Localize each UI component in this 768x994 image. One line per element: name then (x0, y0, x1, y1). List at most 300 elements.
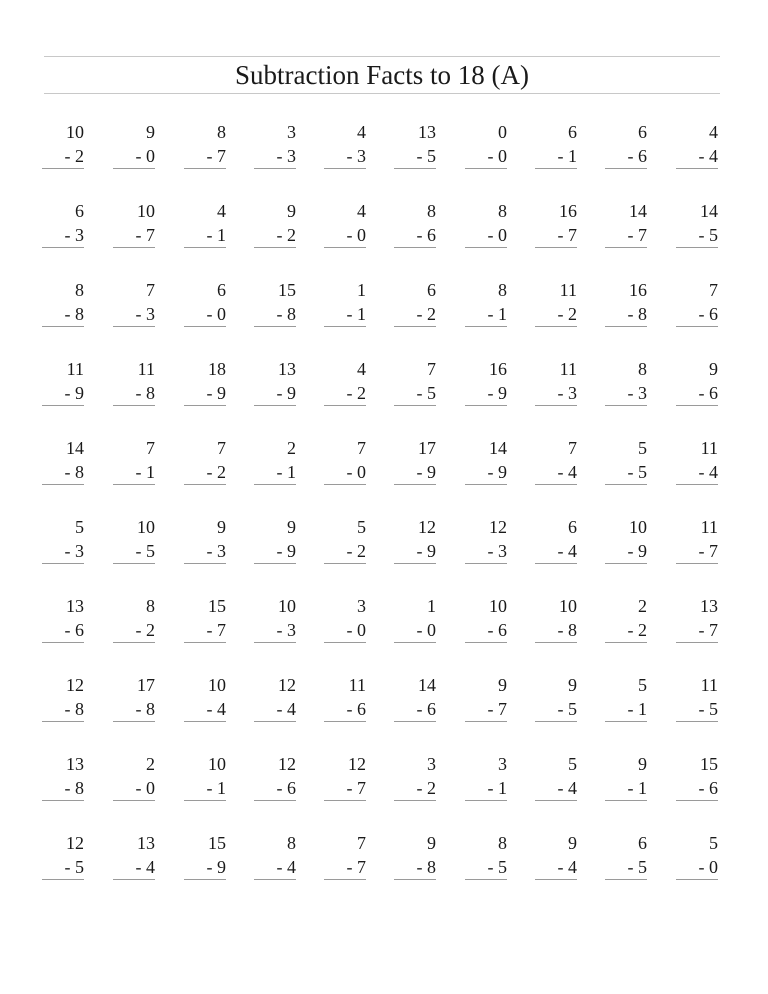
subtrahend: - 5 (135, 541, 155, 561)
minuend: 6 (75, 201, 84, 221)
subtraction-problem (184, 120, 226, 168)
minuend: 5 (638, 438, 647, 458)
answer-line (535, 405, 577, 406)
answer-line (676, 247, 718, 248)
answer-line (394, 563, 436, 564)
subtrahend: - 1 (276, 462, 296, 482)
answer-line (605, 247, 647, 248)
minuend: 15 (208, 833, 226, 853)
minuend: 4 (357, 201, 366, 221)
minuend: 5 (75, 517, 84, 537)
subtrahend: - 8 (135, 699, 155, 719)
answer-line (254, 721, 296, 722)
answer-line (113, 800, 155, 801)
answer-line (42, 563, 84, 564)
answer-line (535, 247, 577, 248)
subtraction-problem (324, 594, 366, 642)
answer-line (605, 642, 647, 643)
answer-line (394, 247, 436, 248)
subtraction-problem (184, 673, 226, 721)
subtraction-problem (324, 278, 366, 326)
minuend: 13 (278, 359, 296, 379)
answer-line (254, 326, 296, 327)
minuend: 14 (418, 675, 436, 695)
subtraction-problem (535, 752, 577, 800)
minuend: 2 (287, 438, 296, 458)
subtrahend: - 3 (206, 541, 226, 561)
minuend: 11 (559, 280, 577, 300)
answer-line (113, 484, 155, 485)
answer-line (42, 326, 84, 327)
minuend: 10 (137, 201, 155, 221)
subtraction-problem (254, 752, 296, 800)
minuend: 9 (287, 517, 296, 537)
subtraction-problem (254, 436, 296, 484)
minuend: 14 (700, 201, 718, 221)
subtrahend: - 3 (64, 541, 84, 561)
answer-line (676, 484, 718, 485)
answer-line (535, 484, 577, 485)
subtraction-problem (184, 199, 226, 247)
answer-line (605, 168, 647, 169)
answer-line (605, 405, 647, 406)
answer-line (676, 405, 718, 406)
subtrahend: - 1 (346, 304, 366, 324)
subtraction-problem (324, 357, 366, 405)
subtraction-problem (113, 199, 155, 247)
answer-line (324, 721, 366, 722)
subtrahend: - 1 (206, 225, 226, 245)
answer-line (184, 168, 226, 169)
minuend: 10 (629, 517, 647, 537)
minuend: 11 (700, 517, 718, 537)
answer-line (394, 642, 436, 643)
minuend: 3 (357, 596, 366, 616)
subtraction-problem (535, 357, 577, 405)
minuend: 13 (66, 596, 84, 616)
minuend: 5 (709, 833, 718, 853)
answer-line (42, 642, 84, 643)
answer-line (676, 800, 718, 801)
subtraction-problem (535, 199, 577, 247)
subtrahend: - 2 (346, 383, 366, 403)
answer-line (324, 642, 366, 643)
subtrahend: - 6 (346, 699, 366, 719)
subtraction-problem (535, 515, 577, 563)
answer-line (254, 563, 296, 564)
subtraction-problem (42, 831, 84, 879)
problem-row (44, 594, 720, 673)
minuend: 8 (498, 280, 507, 300)
subtrahend: - 7 (557, 225, 577, 245)
subtrahend: - 2 (416, 778, 436, 798)
subtraction-problem (535, 594, 577, 642)
answer-line (42, 721, 84, 722)
subtraction-problem (676, 515, 718, 563)
subtrahend: - 3 (276, 146, 296, 166)
answer-line (465, 247, 507, 248)
subtrahend: - 8 (276, 304, 296, 324)
minuend: 17 (418, 438, 436, 458)
subtraction-problem (254, 515, 296, 563)
answer-line (465, 879, 507, 880)
subtrahend: - 3 (557, 383, 577, 403)
problem-row (44, 831, 720, 910)
subtraction-problem (113, 436, 155, 484)
subtraction-problem (42, 278, 84, 326)
subtraction-problem (42, 120, 84, 168)
subtraction-problem (324, 436, 366, 484)
minuend: 9 (146, 122, 155, 142)
subtrahend: - 7 (698, 541, 718, 561)
minuend: 12 (278, 754, 296, 774)
subtraction-problem (676, 436, 718, 484)
minuend: 17 (137, 675, 155, 695)
subtraction-problem (324, 752, 366, 800)
title-top-rule (44, 56, 720, 57)
subtraction-problem (184, 357, 226, 405)
minuend: 10 (489, 596, 507, 616)
subtraction-problem (324, 673, 366, 721)
answer-line (254, 168, 296, 169)
answer-line (113, 168, 155, 169)
subtrahend: - 3 (627, 383, 647, 403)
answer-line (605, 879, 647, 880)
subtrahend: - 8 (64, 304, 84, 324)
subtrahend: - 0 (206, 304, 226, 324)
answer-line (184, 563, 226, 564)
answer-line (324, 879, 366, 880)
subtraction-problem (113, 357, 155, 405)
minuend: 9 (427, 833, 436, 853)
minuend: 10 (559, 596, 577, 616)
minuend: 7 (709, 280, 718, 300)
minuend: 1 (427, 596, 436, 616)
subtrahend: - 5 (627, 857, 647, 877)
answer-line (184, 484, 226, 485)
subtraction-problem (113, 515, 155, 563)
minuend: 7 (146, 438, 155, 458)
answer-line (113, 563, 155, 564)
subtraction-problem (394, 594, 436, 642)
subtrahend: - 9 (206, 383, 226, 403)
subtrahend: - 0 (135, 146, 155, 166)
subtrahend: - 1 (206, 778, 226, 798)
subtrahend: - 0 (416, 620, 436, 640)
subtraction-problem (113, 673, 155, 721)
answer-line (465, 168, 507, 169)
subtraction-problem (394, 515, 436, 563)
answer-line (676, 879, 718, 880)
subtrahend: - 5 (698, 225, 718, 245)
minuend: 14 (489, 438, 507, 458)
answer-line (42, 484, 84, 485)
answer-line (184, 405, 226, 406)
minuend: 11 (700, 438, 718, 458)
subtrahend: - 8 (557, 620, 577, 640)
subtrahend: - 4 (557, 778, 577, 798)
subtrahend: - 5 (698, 699, 718, 719)
subtrahend: - 5 (557, 699, 577, 719)
answer-line (465, 405, 507, 406)
minuend: 9 (709, 359, 718, 379)
subtraction-problem (42, 436, 84, 484)
answer-line (184, 800, 226, 801)
subtraction-problem (324, 831, 366, 879)
subtraction-problem (113, 120, 155, 168)
minuend: 12 (66, 675, 84, 695)
minuend: 12 (66, 833, 84, 853)
subtrahend: - 2 (135, 620, 155, 640)
minuend: 9 (287, 201, 296, 221)
subtrahend: - 4 (557, 857, 577, 877)
minuend: 10 (208, 675, 226, 695)
subtrahend: - 6 (416, 225, 436, 245)
subtraction-problem (394, 199, 436, 247)
problem-row (44, 199, 720, 278)
answer-line (535, 721, 577, 722)
minuend: 11 (137, 359, 155, 379)
subtrahend: - 9 (416, 462, 436, 482)
minuend: 4 (217, 201, 226, 221)
subtrahend: - 3 (487, 541, 507, 561)
minuend: 3 (427, 754, 436, 774)
subtraction-problem (184, 594, 226, 642)
answer-line (184, 879, 226, 880)
subtrahend: - 9 (416, 541, 436, 561)
answer-line (113, 642, 155, 643)
answer-line (254, 247, 296, 248)
answer-line (676, 326, 718, 327)
subtraction-problem (605, 594, 647, 642)
subtraction-problem (605, 515, 647, 563)
answer-line (465, 642, 507, 643)
subtrahend: - 0 (135, 778, 155, 798)
minuend: 8 (217, 122, 226, 142)
minuend: 9 (638, 754, 647, 774)
minuend: 14 (629, 201, 647, 221)
subtrahend: - 7 (135, 225, 155, 245)
answer-line (394, 721, 436, 722)
answer-line (465, 721, 507, 722)
subtraction-problem (465, 831, 507, 879)
subtraction-problem (324, 515, 366, 563)
subtrahend: - 4 (698, 146, 718, 166)
minuend: 7 (146, 280, 155, 300)
subtrahend: - 8 (416, 857, 436, 877)
subtraction-problem (535, 673, 577, 721)
subtraction-problem (465, 594, 507, 642)
minuend: 5 (568, 754, 577, 774)
answer-line (324, 247, 366, 248)
minuend: 12 (489, 517, 507, 537)
minuend: 6 (568, 122, 577, 142)
subtraction-problem (535, 120, 577, 168)
answer-line (254, 800, 296, 801)
answer-line (535, 800, 577, 801)
subtraction-problem (465, 278, 507, 326)
subtrahend: - 7 (206, 620, 226, 640)
subtraction-problem (42, 673, 84, 721)
answer-line (605, 721, 647, 722)
subtrahend: - 0 (346, 462, 366, 482)
subtrahend: - 4 (557, 541, 577, 561)
minuend: 10 (137, 517, 155, 537)
subtrahend: - 2 (206, 462, 226, 482)
subtraction-problem (42, 357, 84, 405)
minuend: 4 (357, 122, 366, 142)
answer-line (605, 563, 647, 564)
subtraction-problem (676, 357, 718, 405)
minuend: 8 (146, 596, 155, 616)
subtraction-problem (184, 278, 226, 326)
minuend: 6 (568, 517, 577, 537)
answer-line (113, 879, 155, 880)
subtraction-problem (605, 278, 647, 326)
subtraction-problem (535, 831, 577, 879)
subtraction-problem (676, 831, 718, 879)
subtrahend: - 8 (135, 383, 155, 403)
subtraction-problem (535, 436, 577, 484)
subtrahend: - 6 (627, 146, 647, 166)
minuend: 9 (568, 833, 577, 853)
subtraction-problem (113, 278, 155, 326)
subtraction-problem (184, 831, 226, 879)
minuend: 7 (427, 359, 436, 379)
subtraction-problem (184, 436, 226, 484)
minuend: 4 (357, 359, 366, 379)
subtraction-problem (184, 752, 226, 800)
subtrahend: - 1 (487, 304, 507, 324)
subtraction-problem (394, 120, 436, 168)
subtrahend: - 1 (135, 462, 155, 482)
subtraction-problem (605, 673, 647, 721)
minuend: 13 (700, 596, 718, 616)
subtrahend: - 0 (346, 225, 366, 245)
minuend: 12 (348, 754, 366, 774)
problem-row (44, 673, 720, 752)
subtrahend: - 0 (487, 146, 507, 166)
answer-line (394, 168, 436, 169)
subtrahend: - 7 (206, 146, 226, 166)
subtraction-problem (394, 357, 436, 405)
minuend: 2 (638, 596, 647, 616)
minuend: 3 (498, 754, 507, 774)
subtrahend: - 3 (64, 225, 84, 245)
subtraction-problem (184, 515, 226, 563)
subtraction-problem (394, 831, 436, 879)
subtraction-problem (113, 831, 155, 879)
subtrahend: - 7 (627, 225, 647, 245)
answer-line (113, 326, 155, 327)
minuend: 9 (568, 675, 577, 695)
minuend: 7 (217, 438, 226, 458)
answer-line (42, 405, 84, 406)
subtrahend: - 9 (206, 857, 226, 877)
minuend: 2 (146, 754, 155, 774)
minuend: 4 (709, 122, 718, 142)
answer-line (324, 563, 366, 564)
answer-line (535, 326, 577, 327)
answer-line (676, 721, 718, 722)
subtraction-problem (676, 120, 718, 168)
answer-line (113, 247, 155, 248)
subtrahend: - 6 (64, 620, 84, 640)
answer-line (394, 484, 436, 485)
subtraction-problem (676, 752, 718, 800)
subtraction-problem (254, 673, 296, 721)
subtrahend: - 2 (627, 620, 647, 640)
subtraction-problem (254, 199, 296, 247)
subtrahend: - 7 (346, 857, 366, 877)
minuend: 5 (638, 675, 647, 695)
subtrahend: - 4 (557, 462, 577, 482)
subtrahend: - 4 (135, 857, 155, 877)
subtrahend: - 6 (698, 778, 718, 798)
subtraction-problem (113, 594, 155, 642)
answer-line (535, 168, 577, 169)
answer-line (394, 405, 436, 406)
answer-line (676, 563, 718, 564)
minuend: 8 (498, 201, 507, 221)
subtrahend: - 9 (487, 462, 507, 482)
subtraction-problem (394, 278, 436, 326)
answer-line (465, 326, 507, 327)
subtraction-problem (605, 357, 647, 405)
subtrahend: - 9 (276, 541, 296, 561)
minuend: 15 (278, 280, 296, 300)
answer-line (42, 247, 84, 248)
subtraction-problem (324, 199, 366, 247)
subtraction-problem (676, 594, 718, 642)
minuend: 6 (427, 280, 436, 300)
problem-row (44, 278, 720, 357)
subtraction-problem (465, 199, 507, 247)
subtrahend: - 5 (627, 462, 647, 482)
answer-line (254, 642, 296, 643)
subtraction-problem (254, 831, 296, 879)
title-bottom-rule (44, 93, 720, 94)
subtraction-problem (465, 357, 507, 405)
subtrahend: - 2 (64, 146, 84, 166)
answer-line (42, 800, 84, 801)
subtraction-problem (676, 199, 718, 247)
subtrahend: - 8 (64, 699, 84, 719)
subtraction-problem (394, 673, 436, 721)
minuend: 7 (357, 438, 366, 458)
subtrahend: - 7 (698, 620, 718, 640)
answer-line (535, 879, 577, 880)
subtrahend: - 5 (416, 383, 436, 403)
minuend: 8 (287, 833, 296, 853)
answer-line (676, 642, 718, 643)
answer-line (394, 326, 436, 327)
minuend: 13 (137, 833, 155, 853)
subtrahend: - 3 (135, 304, 155, 324)
answer-line (254, 879, 296, 880)
subtrahend: - 1 (557, 146, 577, 166)
subtrahend: - 3 (346, 146, 366, 166)
subtrahend: - 4 (276, 699, 296, 719)
subtrahend: - 6 (276, 778, 296, 798)
minuend: 8 (427, 201, 436, 221)
subtrahend: - 7 (487, 699, 507, 719)
subtrahend: - 3 (276, 620, 296, 640)
answer-line (324, 405, 366, 406)
minuend: 12 (418, 517, 436, 537)
answer-line (113, 721, 155, 722)
minuend: 11 (700, 675, 718, 695)
